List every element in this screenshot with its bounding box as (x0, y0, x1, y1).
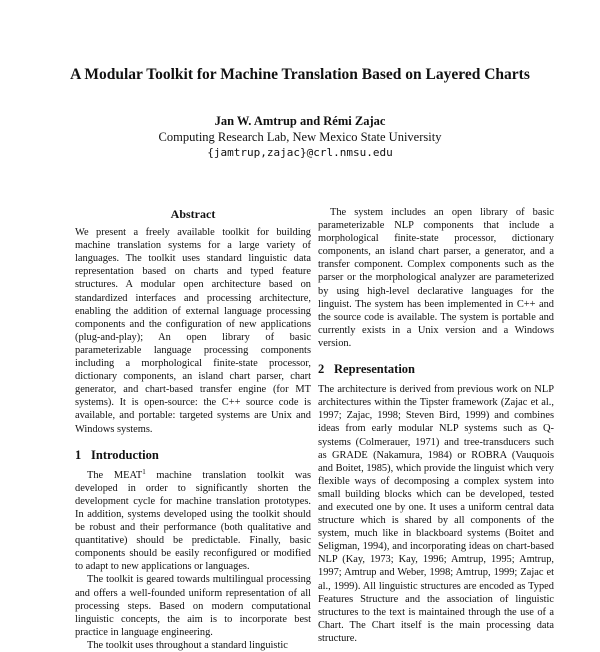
intro-paragraph-1 (75, 469, 311, 574)
section-heading-introduction (75, 449, 311, 462)
author-email: {jamtrup,zajac}@crl.nmsu.edu (207, 146, 393, 159)
paper-title: A Modular Toolkit for Machine Translation Based on Layered Charts (70, 66, 530, 83)
intro-paragraph-3: The toolkit uses throughout a standard linguistic (87, 639, 288, 651)
paper-authors: Jan W. Amtrup and Rémi Zajac (214, 114, 386, 128)
abstract-heading: Abstract (170, 207, 216, 221)
right-column (318, 206, 554, 645)
section-title: Introduction (91, 447, 159, 462)
intro-paragraph-1-start: The MEAT (87, 469, 143, 481)
section-heading-representation (318, 363, 554, 376)
intro-paragraph-2: The toolkit is geared towards multilingual processing and offers a well-founded uniform representation of all processing steps. Based on modern computational linguistic concepts, the aim is to incorporate best practice in language engineering. (75, 574, 311, 638)
section-number: 2 (318, 362, 325, 377)
representation-paragraph: The architecture is derived from previous work on NLP architectures within the Tipster framework (Zajac et al., 1997; Zajac, 1998; Steven Bird, 1999) and combines ideas from early modular NLP systems such as Q-systems (Colmerauer, 1971) and tree-transducers such as GRADE (Nakamura, 1984) or ROBRA (Vauquois and Boitet, 1985), which provide the linguist which very flexible ways of decomposing a complex system into small building blocks which can be developed, tested and executed one by one. It uses a uniform central data structure which is shared by all components of the system, much like in blackboard systems (Boitet and Seligman, 1994), and incorporating ideas on chart-based NLP (Kay, 1973; Kay, 1996; Amtrup, 1995; Amtrup, 1997; Amtrup and Weber, 1998; Amtrup, 1999; Zajac et al., 1999). All linguistic structures are encoded as Typed Features Structure and the association of linguistic structures to the text is maintained through the use of a Chart. The Chart itself is the main processing data structure. (318, 384, 554, 644)
abstract-text: We present a freely available toolkit for building machine translation systems for a large variety of languages. The toolkit uses standard linguistic data representation based on charts and typed feature structures. A modular open architecture based on standardized interfaces and processing architecture, enabling the addition of external language processing components and the configuration of new applications (plug-and-play); An open library of basic parameterizable language processing components including a morphological finite-state processor, dictionary components, an island chart parser, chart generator, and chart-based transfer engine (for MT systems). It is open-source: the C++ source code is available, and portable: targeted systems are Unix and Windows systems. (75, 227, 311, 435)
section-title: Representation (334, 362, 416, 377)
footnote-marker: 1 (142, 467, 146, 476)
author-affiliation: Computing Research Lab, New Mexico State University (158, 130, 442, 144)
intro-paragraph-1-rest: machine translation toolkit was developed in order to significantly shorten the development cycle for machine translation prototypes. In addition, systems developed using the toolkit should be robust and their performance (both qualitative and quantitative) should be predictable. Finally, basic components should be easily reconfigured or modified to adapt to new applications or languages. (75, 469, 311, 573)
left-column (75, 208, 311, 652)
section-number: 1 (75, 447, 82, 462)
system-paragraph: The system includes an open library of basic parameterizable NLP components that include a morphological finite-state processor, dictionary components, an island chart parser, a generator, and a transfer component. Complex components such as the parser or the morphological analyzer are parameterized by using high-level declarative languages for the linguist. The system has been implemented in C++ and the source code is available. The system is portable and currently exists in a Unix version and a Windows version. (318, 207, 554, 349)
